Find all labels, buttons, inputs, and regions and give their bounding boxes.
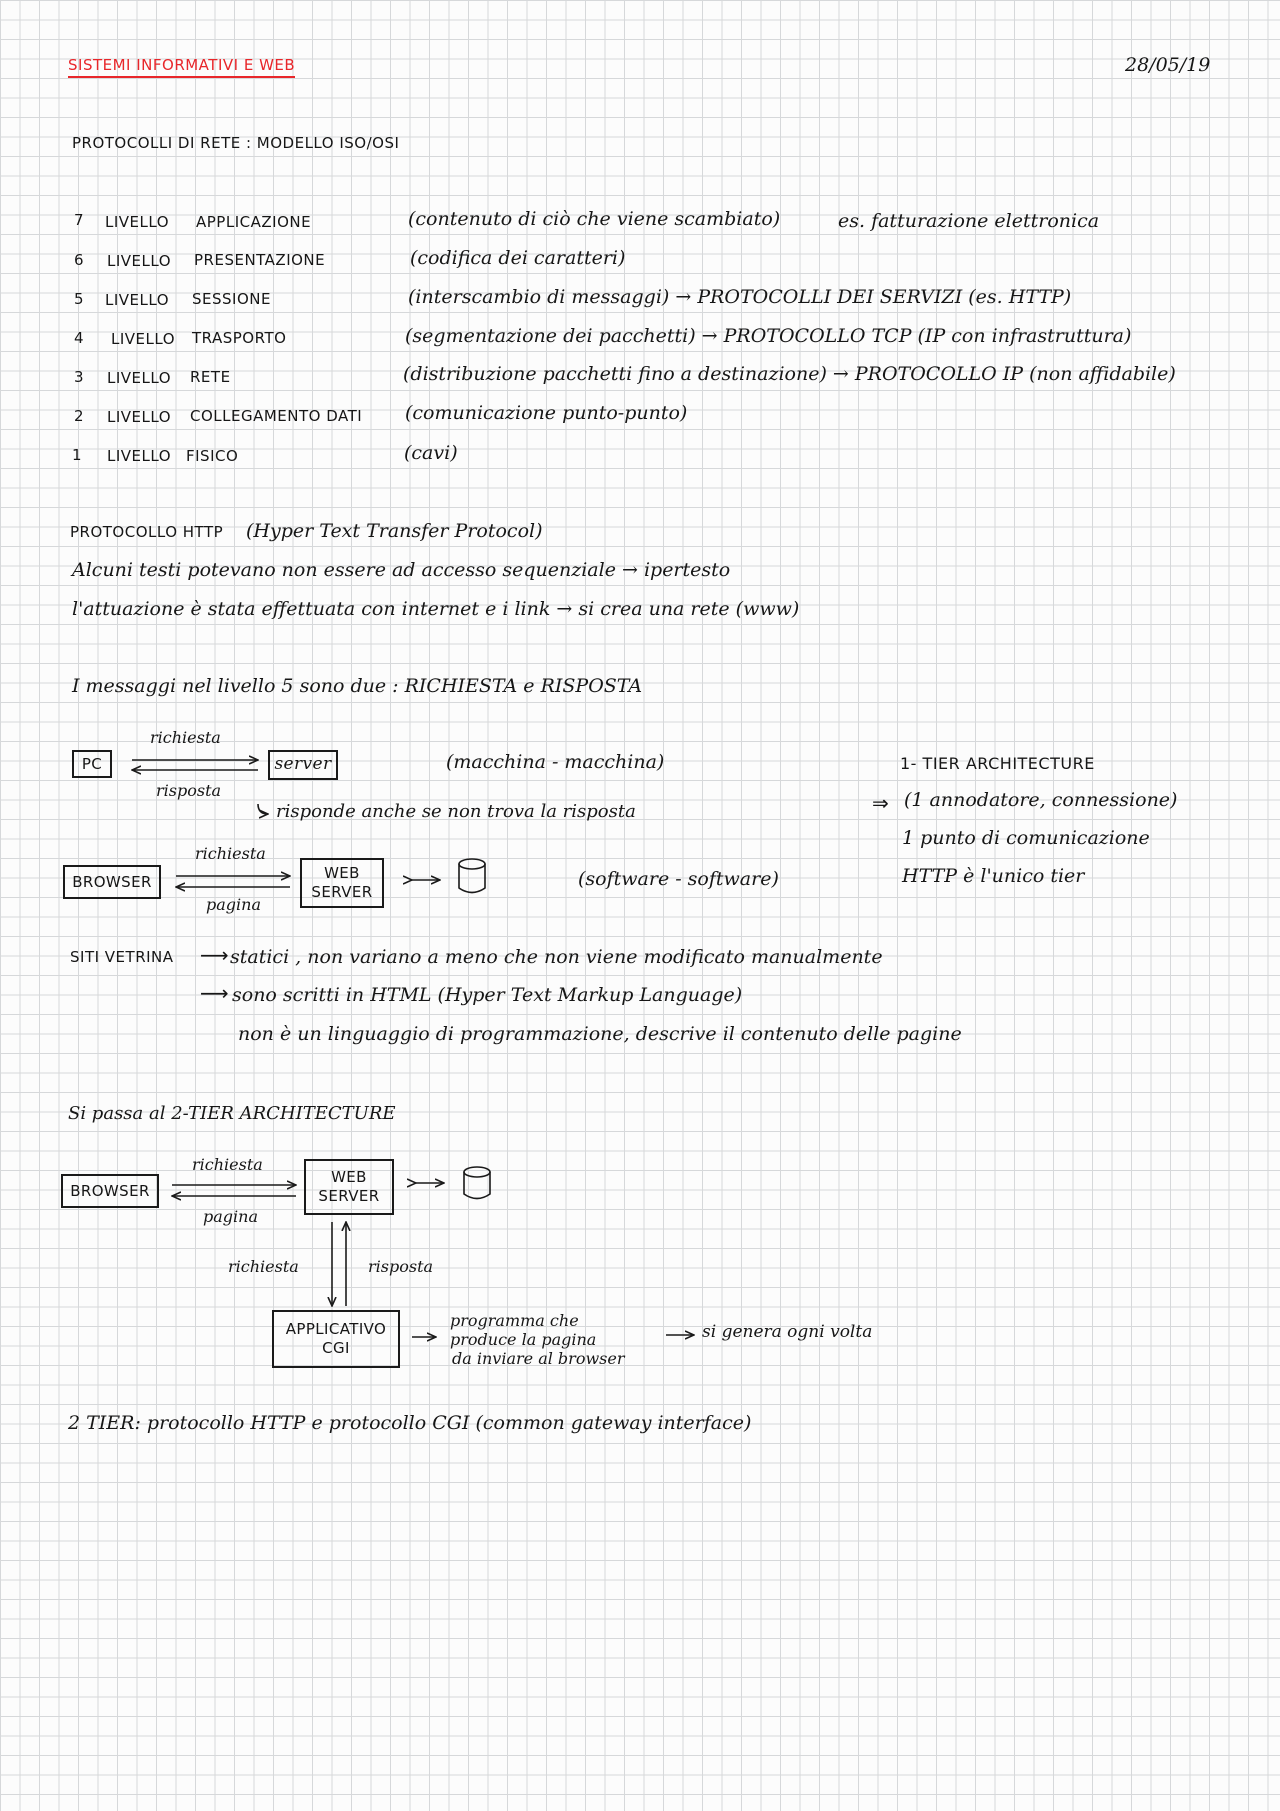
- program-note: produce la pagina: [450, 1330, 597, 1349]
- level-number: 4: [74, 329, 85, 347]
- browser-label: BROWSER: [70, 1181, 150, 1200]
- request-label: richiesta: [192, 1155, 263, 1174]
- page-label: pagina: [203, 1207, 258, 1226]
- hook-arrow-icon: [258, 804, 268, 814]
- cgi-label: CGI: [322, 1339, 350, 1357]
- tier2-heading: Si passa al 2-TIER ARCHITECTURE: [68, 1103, 396, 1124]
- http-note-line: l'attuazione è stata effettuata con internet e i link → si crea una rete (www): [72, 598, 800, 620]
- generate-note: si genera ogni volta: [702, 1322, 873, 1342]
- request-label: richiesta: [195, 844, 266, 863]
- level-name: PRESENTAZIONE: [194, 251, 326, 269]
- level-label: LIVELLO: [105, 291, 170, 309]
- level-description: (distribuzione pacchetti fino a destinazione) → PROTOCOLLO IP (non affidabile): [403, 363, 1176, 385]
- level-name: SESSIONE: [192, 290, 271, 308]
- machine-note: (macchina - macchina): [446, 751, 665, 773]
- level-label: LIVELLO: [107, 369, 172, 387]
- siti-label: SITI VETRINA: [70, 948, 174, 966]
- program-note: programma che: [450, 1311, 579, 1330]
- level-name: RETE: [190, 368, 231, 386]
- level-label: LIVELLO: [107, 447, 172, 465]
- http-note-line: Alcuni testi potevano non essere ad accesso sequenziale → ipertesto: [72, 559, 731, 581]
- level-note: es. fatturazione elettronica: [838, 210, 1100, 232]
- level-label: LIVELLO: [107, 408, 172, 426]
- siti-note: statici , non variano a meno che non viene modificato manualmente: [230, 946, 883, 968]
- http-heading-note: (Hyper Text Transfer Protocol): [246, 520, 543, 542]
- level-number: 1: [72, 446, 83, 464]
- level-name: FISICO: [186, 447, 239, 465]
- response-label: risposta: [156, 781, 222, 800]
- page-title: SISTEMI INFORMATIVI E WEB: [68, 58, 295, 78]
- web-label: WEB: [324, 864, 360, 883]
- osi-heading: PROTOCOLLI DI RETE : MODELLO ISO/OSI: [72, 134, 400, 152]
- level-number: 6: [74, 251, 85, 269]
- level-description: (codifica dei caratteri): [410, 247, 626, 269]
- response-note: risponde anche se non trova la risposta: [276, 801, 636, 822]
- siti-note: non è un linguaggio di programmazione, descrive il contenuto delle pagine: [238, 1023, 962, 1045]
- level-description: (contenuto di ciò che viene scambiato): [408, 208, 781, 230]
- vertical-request-label: richiesta: [228, 1257, 299, 1276]
- tier2-footer: 2 TIER: protocollo HTTP e protocollo CGI (common gateway interface): [68, 1412, 752, 1434]
- level-description: (cavi): [404, 442, 458, 464]
- level-number: 7: [74, 211, 85, 229]
- level-description: (comunicazione punto-punto): [405, 402, 688, 424]
- level-name: COLLEGAMENTO DATI: [190, 407, 363, 425]
- level-label: LIVELLO: [105, 213, 170, 231]
- application-label: APPLICATIVO: [285, 1320, 387, 1339]
- level-number: 5: [74, 290, 85, 308]
- web-label: WEB: [331, 1168, 367, 1187]
- level-number: 2: [74, 407, 85, 425]
- level-description: (segmentazione dei pacchetti) → PROTOCOLLO TCP (IP con infrastruttura): [405, 325, 1132, 347]
- arrow-icon: ⟶: [200, 981, 229, 1005]
- page-date: 28/05/19: [1125, 54, 1211, 76]
- server-label: server: [274, 754, 332, 775]
- pc-label: PC: [81, 754, 103, 773]
- server-label: SERVER: [318, 1187, 380, 1205]
- level-label: LIVELLO: [107, 252, 172, 270]
- level-number: 3: [74, 368, 85, 386]
- messages-note: I messaggi nel livello 5 sono due : RICHIESTA e RISPOSTA: [72, 675, 643, 697]
- level-name: TRASPORTO: [192, 329, 287, 347]
- level-description: (interscambio di messaggi) → PROTOCOLLI DEI SERVIZI (es. HTTP): [408, 286, 1072, 308]
- browser-label: BROWSER: [72, 872, 152, 891]
- program-note: da inviare al browser: [452, 1349, 625, 1368]
- software-note: (software - software): [578, 868, 779, 890]
- server-label: SERVER: [311, 883, 373, 901]
- tier1-note: HTTP è l'unico tier: [902, 865, 1085, 887]
- tier1-title: 1- TIER ARCHITECTURE: [900, 754, 1095, 773]
- level-name: APPLICAZIONE: [196, 213, 312, 231]
- database-icon: [459, 859, 485, 893]
- request-label: richiesta: [150, 728, 221, 747]
- vertical-response-label: risposta: [368, 1257, 434, 1276]
- level-label: LIVELLO: [111, 330, 176, 348]
- http-heading: PROTOCOLLO HTTP: [70, 523, 224, 541]
- arrow-icon: ⟶: [200, 943, 229, 967]
- tier1-note: (1 annodatore, connessione): [904, 789, 1178, 811]
- tier1-note: 1 punto di comunicazione: [902, 827, 1150, 849]
- implies-arrow: ⇒: [872, 791, 889, 815]
- page-label: pagina: [206, 895, 261, 914]
- siti-note: sono scritti in HTML (Hyper Text Markup Language): [232, 984, 743, 1006]
- database-icon: [464, 1167, 490, 1199]
